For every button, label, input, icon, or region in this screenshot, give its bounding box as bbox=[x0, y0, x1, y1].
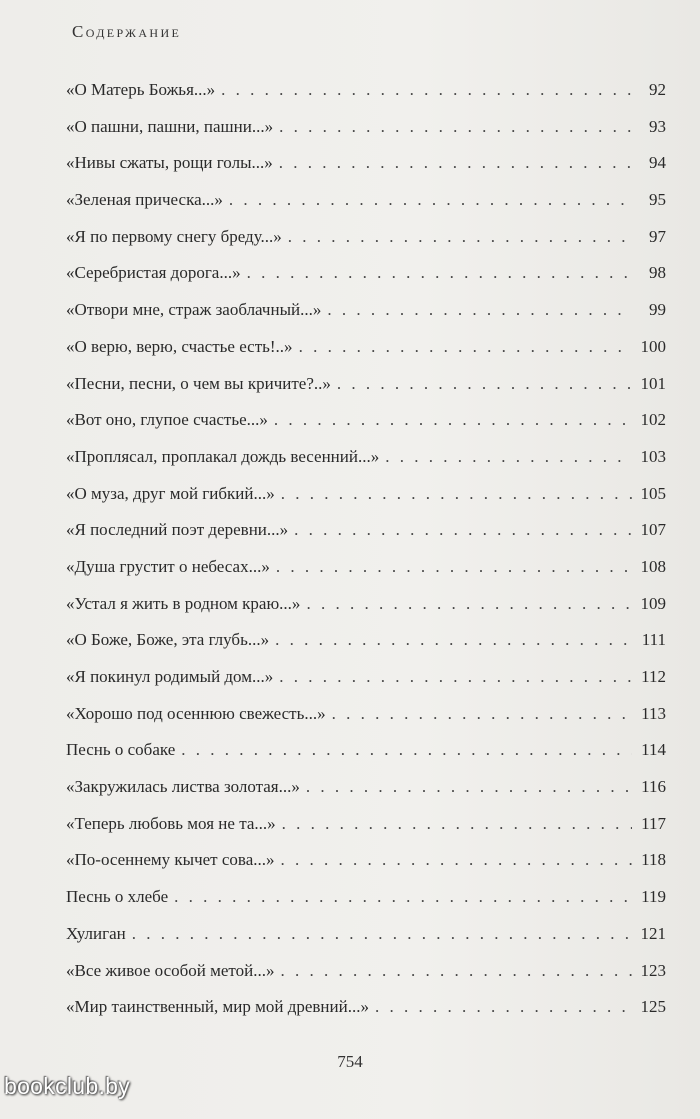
toc-dot-leader bbox=[281, 842, 632, 879]
toc-entry-page: 117 bbox=[641, 813, 666, 833]
toc-dot-leader bbox=[299, 329, 632, 366]
toc-entry bbox=[66, 366, 666, 403]
toc-entry-page: 109 bbox=[640, 593, 666, 613]
toc-entry-page: 125 bbox=[640, 997, 666, 1017]
toc-entry-title: «Я по первому снегу бреду...» bbox=[66, 226, 282, 246]
toc-entry bbox=[66, 439, 666, 476]
toc-entry-page: 95 bbox=[649, 190, 666, 210]
toc-entry-page: 93 bbox=[649, 116, 666, 136]
toc-entry bbox=[66, 953, 666, 990]
toc-entry-title: «Закружилась листва золотая...» bbox=[66, 777, 300, 797]
toc-entry bbox=[66, 255, 666, 292]
toc-entry bbox=[66, 916, 666, 953]
toc-dot-leader bbox=[181, 732, 632, 769]
toc-entry-title: «О верю, верю, счастье есть!..» bbox=[66, 336, 293, 356]
toc-entry-page: 98 bbox=[649, 263, 666, 283]
toc-dot-leader bbox=[332, 696, 632, 733]
toc-entry-title: «Серебристая дорога...» bbox=[66, 263, 241, 283]
toc-entry bbox=[66, 72, 666, 109]
toc-entry bbox=[66, 586, 666, 623]
toc-entry-page: 112 bbox=[641, 667, 666, 686]
toc-entry-title: Хулиган bbox=[66, 923, 126, 943]
toc-entry-title: «Зеленая прическа...» bbox=[66, 190, 223, 210]
toc-dot-leader bbox=[279, 109, 632, 146]
toc-dot-leader bbox=[247, 255, 632, 292]
toc-entry-page: 123 bbox=[640, 960, 666, 980]
toc-entry-title: «Отвори мне, страж заоблачный...» bbox=[66, 300, 322, 320]
toc-entry-title: «Нивы сжаты, рощи голы...» bbox=[66, 153, 273, 173]
toc-dot-leader bbox=[229, 182, 632, 219]
toc-entry-title: «Хорошо под осеннюю свежесть...» bbox=[66, 703, 326, 723]
toc-entry-page: 101 bbox=[640, 373, 666, 393]
toc-entry bbox=[66, 292, 666, 329]
toc-dot-leader bbox=[221, 72, 632, 109]
watermark-logo: bookclub.by bbox=[4, 1073, 131, 1099]
toc-entry bbox=[66, 769, 666, 806]
toc-entry-page: 114 bbox=[641, 740, 666, 760]
toc-entry-page: 94 bbox=[649, 153, 666, 173]
toc-dot-leader bbox=[375, 989, 632, 1026]
toc-entry bbox=[66, 402, 666, 439]
toc-entry bbox=[66, 476, 666, 513]
toc-entry-title: «О муза, друг мой гибкий...» bbox=[66, 483, 275, 503]
toc-entry bbox=[66, 549, 666, 586]
toc-entry-title: «Душа грустит о небесах...» bbox=[66, 556, 270, 576]
toc-entry bbox=[66, 219, 666, 256]
toc-entry-page: 102 bbox=[640, 410, 666, 430]
toc-dot-leader bbox=[337, 366, 632, 403]
toc-entry-title: Песнь о хлебе bbox=[66, 887, 169, 907]
toc-entry-title: «Мир таинственный, мир мой древний...» bbox=[66, 997, 369, 1017]
toc-dot-leader bbox=[306, 769, 632, 806]
toc-entry-title: «Я покинул родимый дом...» bbox=[66, 667, 274, 686]
toc-entry-page: 108 bbox=[640, 556, 666, 576]
toc-dot-leader bbox=[280, 953, 632, 990]
toc-dot-leader bbox=[306, 586, 632, 623]
toc-entry bbox=[66, 659, 666, 696]
page-number: 754 bbox=[337, 1052, 363, 1071]
toc-entry-page: 121 bbox=[640, 923, 666, 943]
toc-dot-leader bbox=[132, 916, 632, 953]
toc-entry-title: «По-осеннему кычет сова...» bbox=[66, 850, 275, 870]
toc-entry bbox=[66, 879, 666, 916]
toc-entry bbox=[66, 329, 666, 366]
toc-dot-leader bbox=[294, 512, 632, 549]
toc-entry bbox=[66, 512, 666, 549]
toc-dot-leader bbox=[274, 402, 632, 439]
toc-entry-page: 100 bbox=[640, 336, 666, 356]
toc-entry bbox=[66, 696, 666, 733]
page-header: Содержание bbox=[72, 22, 182, 41]
toc-entry-title: «Теперь любовь моя не та...» bbox=[66, 813, 276, 833]
toc-entry bbox=[66, 109, 666, 146]
toc-dot-leader bbox=[276, 549, 632, 586]
toc-entry-page: 107 bbox=[640, 520, 666, 540]
toc-entry bbox=[66, 182, 666, 219]
toc-dot-leader bbox=[174, 879, 632, 916]
toc-dot-leader bbox=[327, 292, 632, 329]
toc-entry bbox=[66, 622, 666, 659]
toc-entry-title: «Я последний поэт деревни...» bbox=[66, 520, 289, 540]
toc-entry-page: 97 bbox=[649, 226, 666, 246]
toc-dot-leader bbox=[275, 622, 632, 659]
toc-entry-title: «Песни, песни, о чем вы кричите?..» bbox=[66, 373, 331, 393]
toc-dot-leader bbox=[288, 219, 632, 256]
toc-entry-page: 99 bbox=[649, 300, 666, 320]
toc-entry-page: 118 bbox=[641, 850, 666, 870]
toc-entry-page: 111 bbox=[641, 630, 666, 650]
toc-entry bbox=[66, 842, 666, 879]
toc-entry bbox=[66, 732, 666, 769]
toc-dot-leader bbox=[281, 476, 632, 513]
toc-entry-title: «Вот оно, глупое счастье...» bbox=[66, 410, 268, 430]
toc-entry bbox=[66, 806, 666, 843]
toc-entry-title: «О Матерь Божья...» bbox=[66, 80, 216, 99]
toc-entry-page: 116 bbox=[641, 777, 666, 797]
table-of-contents bbox=[66, 72, 666, 1026]
toc-entry-page: 113 bbox=[641, 703, 666, 723]
toc-entry-title: Песнь о собаке bbox=[66, 740, 176, 760]
toc-entry bbox=[66, 989, 666, 1026]
toc-entry-page: 119 bbox=[641, 887, 666, 907]
toc-dot-leader bbox=[385, 439, 632, 476]
toc-dot-leader bbox=[279, 659, 632, 696]
toc-entry-title: «О пашни, пашни, пашни...» bbox=[66, 116, 274, 136]
toc-dot-leader bbox=[282, 806, 632, 843]
toc-entry-title: «Все живое особой метой...» bbox=[66, 960, 275, 980]
toc-entry-page: 105 bbox=[640, 483, 666, 503]
toc-entry-page: 103 bbox=[640, 446, 666, 466]
toc-entry-page: 92 bbox=[649, 80, 666, 99]
toc-dot-leader bbox=[279, 145, 632, 182]
toc-entry-title: «О Боже, Боже, эта глубь...» bbox=[66, 630, 270, 650]
toc-entry-title: «Проплясал, проплакал дождь весенний...» bbox=[66, 446, 380, 466]
toc-entry bbox=[66, 145, 666, 182]
toc-entry-title: «Устал я жить в родном краю...» bbox=[66, 593, 301, 613]
